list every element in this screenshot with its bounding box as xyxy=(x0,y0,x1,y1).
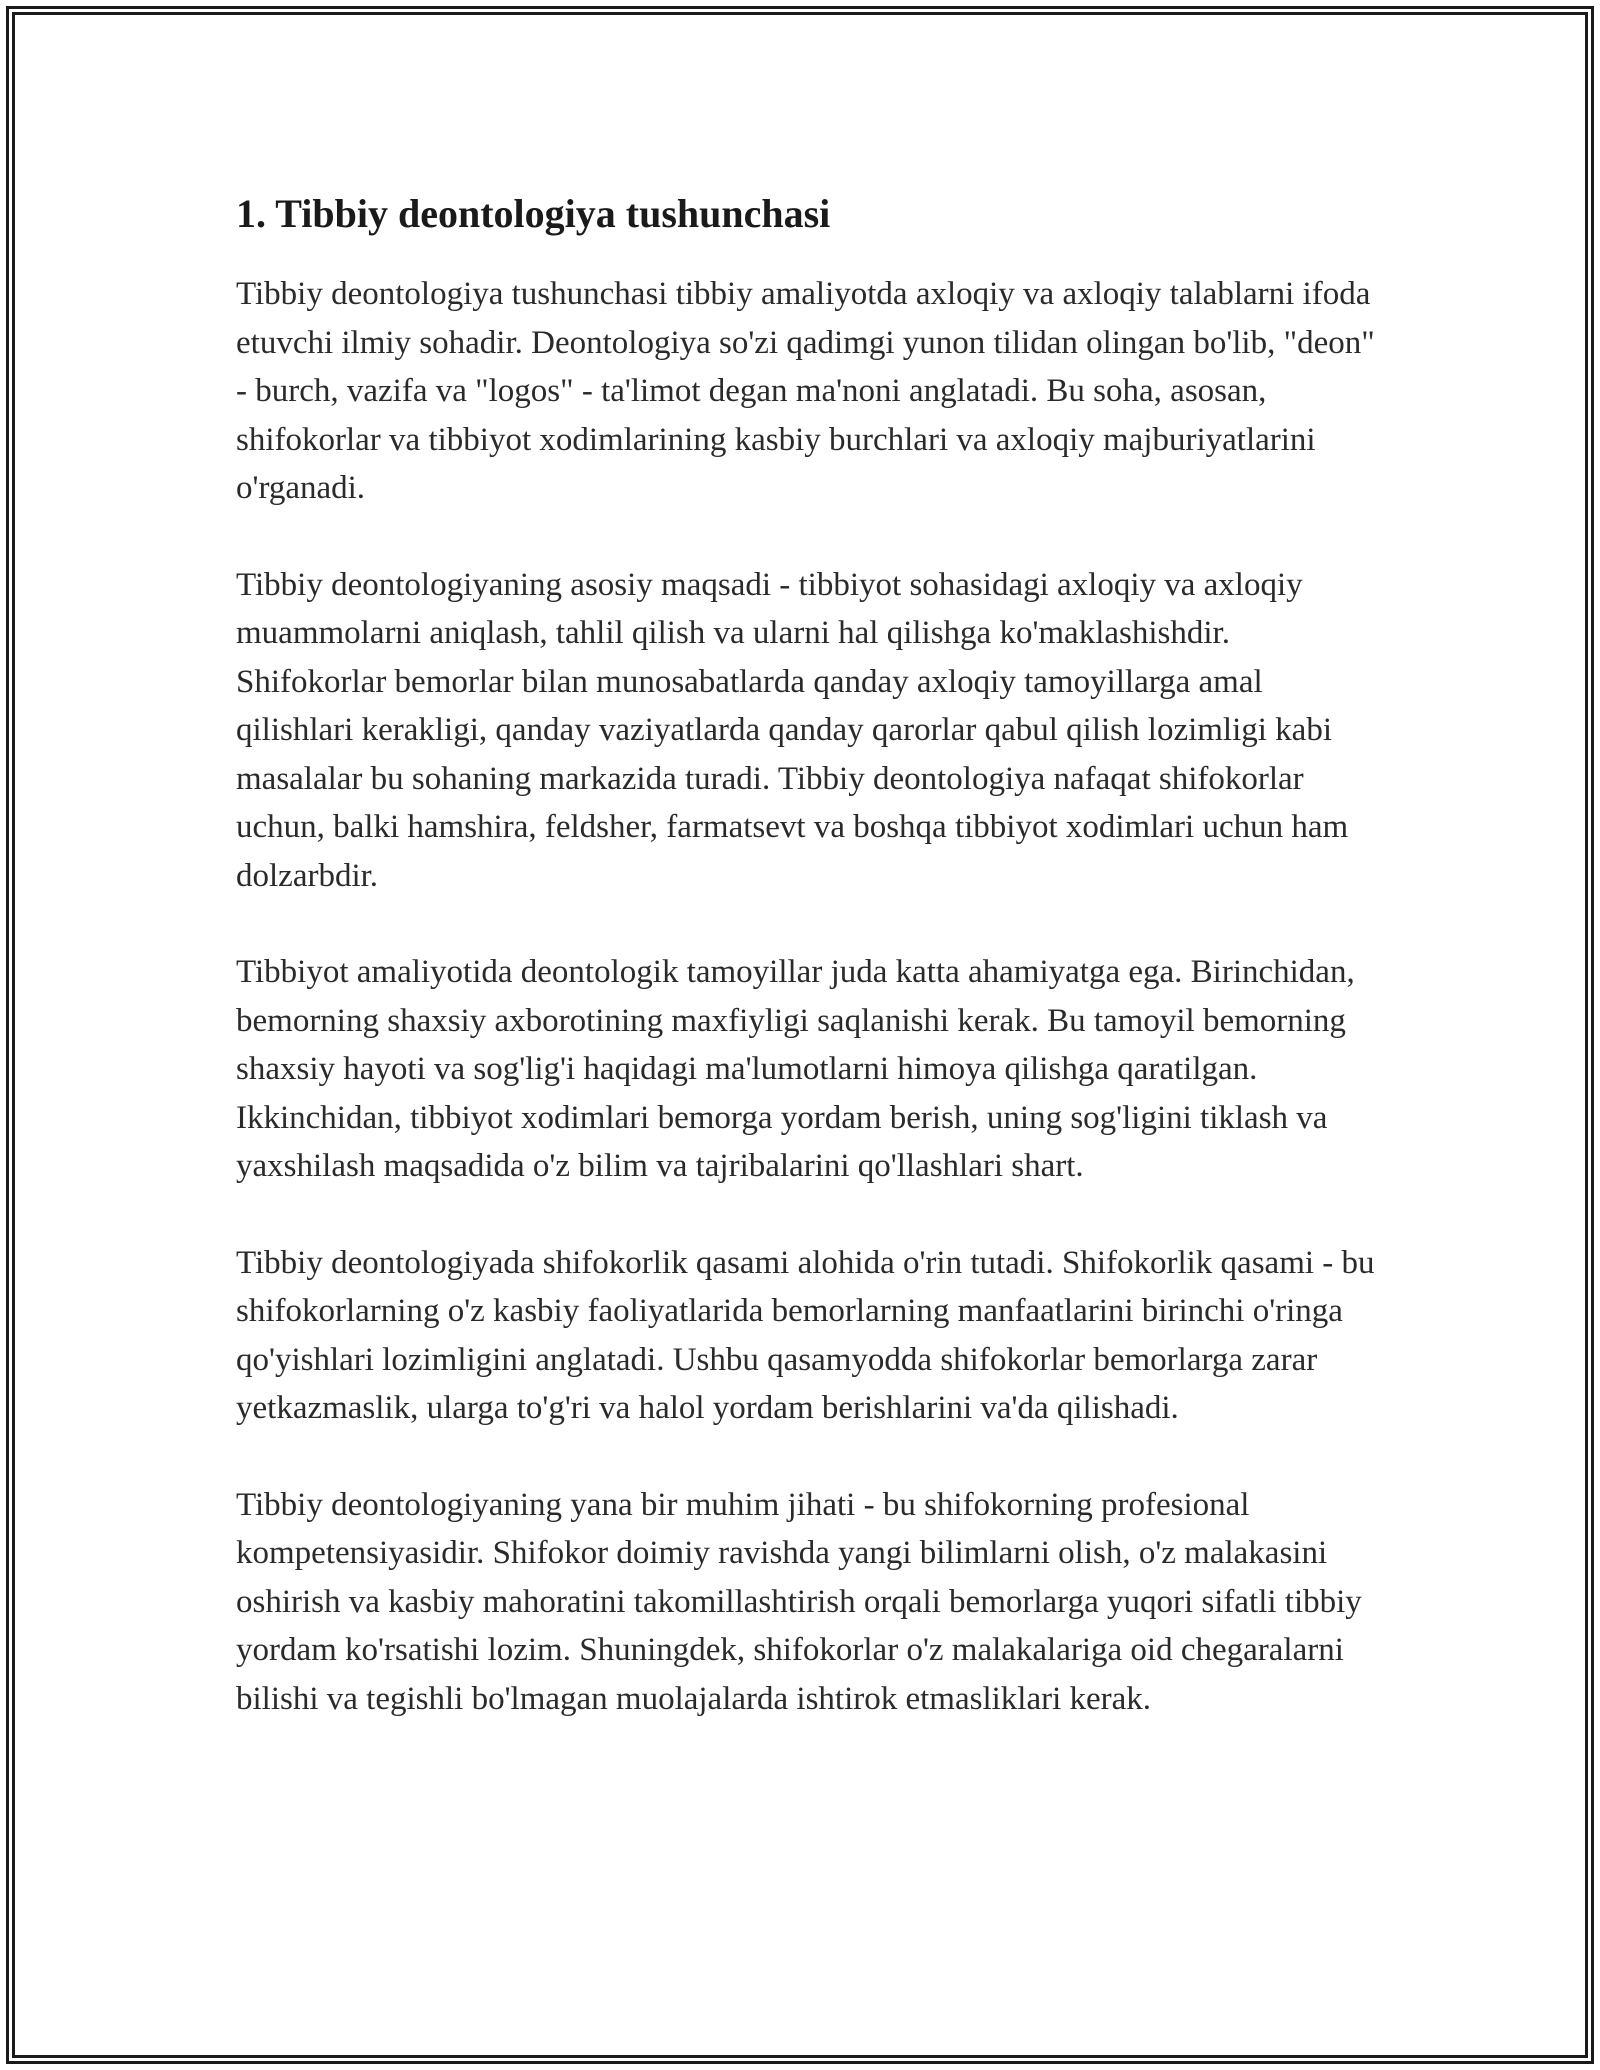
paragraph-1: Tibbiy deontologiya tushunchasi tibbiy amaliyotda axloqiy va axloqiy talablarni ifoda etuvchi ilmiy sohadir. Deontologiya so'zi qadimgi yunon tilidan olingan bo'lib, "deon" - burch, vazifa va "logos" - ta'limot degan ma'noni anglatadi. Bu soha, asosan, shifokorlar va tibbiyot xodimlarining kasbiy burchlari va axloqiy majburiyatlarini o'rganadi. xyxy=(236,276,1375,506)
section-heading: 1. Tibbiy deontologiya tushunchasi xyxy=(236,191,831,236)
document-body xyxy=(236,186,1376,1771)
paragraph-5: Tibbiy deontologiyaning yana bir muhim jihati - bu shifokorning profesional kompetensiyasidir. Shifokor doimiy ravishda yangi bilimlarni olish, o'z malakasini oshirish va kasbiy mahoratini takomillashtirish orqali bemorlarga yuqori sifatli tibbiy yordam ko'rsatishi lozim. Shuningdek, shifokorlar o'z malakalariga oid chegaralarni bilishi va tegishli bo'lmagan muolajalarda ishtirok etmasliklari kerak. xyxy=(236,1486,1362,1717)
paragraph-2: Tibbiy deontologiyaning asosiy maqsadi - tibbiyot sohasidagi axloqiy va axloqiy muammolarni aniqlash, tahlil qilish va ularni hal qilishga ko'maklashishdir. Shifokorlar bemorlar bilan munosabatlarda qanday axloqiy tamoyillarga amal qilishlari kerakligi, qanday vaziyatlarda qanday qarorlar qabul qilish lozimligi kabi masalalar bu sohaning markazida turadi. Tibbiy deontologiya nafaqat shifokorlar uchun, balki hamshira, feldsher, farmatsevt va boshqa tibbiyot xodimlari uchun ham dolzarbdir. xyxy=(236,566,1349,894)
paragraph-3: Tibbiyot amaliyotida deontologik tamoyillar juda katta ahamiyatga ega. Birinchidan, bemorning shaxsiy axborotining maxfiyligi saqlanishi kerak. Bu tamoyil bemorning shaxsiy hayoti va sog'lig'i haqidagi ma'lumotlarni himoya qilishga qaratilgan. Ikkinchidan, tibbiyot xodimlari bemorga yordam berish, uning sog'ligini tiklash va yaxshilash maqsadida o'z bilim va tajribalarini qo'llashlari shart. xyxy=(236,954,1355,1184)
paragraph-4: Tibbiy deontologiyada shifokorlik qasami alohida o'rin tutadi. Shifokorlik qasami - bu shifokorlarning o'z kasbiy faoliyatlarida bemorlarning manfaatlarini birinchi o'ringa qo'yishlari lozimligini anglatadi. Ushbu qasamyodda shifokorlar bemorlarga zarar yetkazmaslik, ularga to'g'ri va halol yordam berishlarini va'da qilishadi. xyxy=(236,1244,1375,1426)
